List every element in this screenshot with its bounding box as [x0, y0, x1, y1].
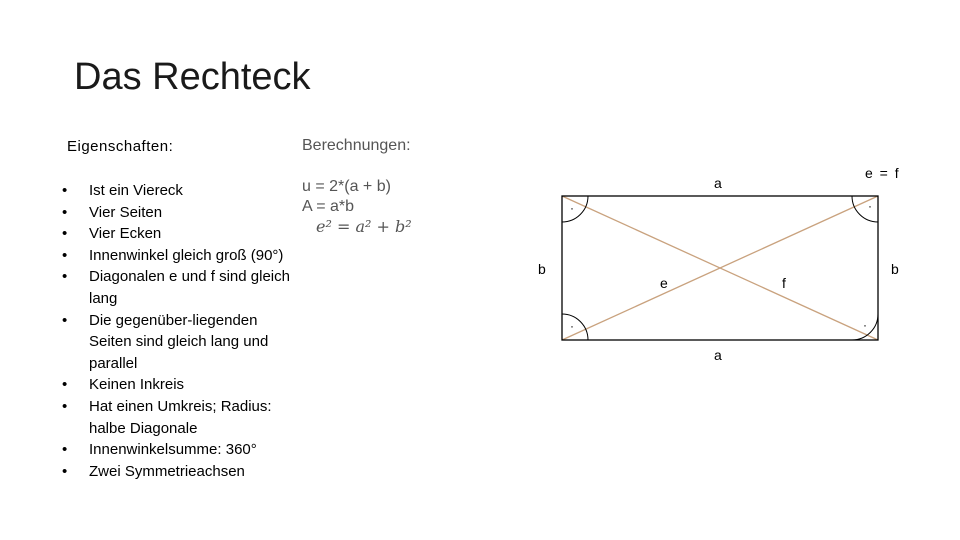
calculations-heading: Berechnungen:	[302, 137, 411, 154]
properties-list	[62, 180, 294, 482]
label-diagonal-relation: e = f	[865, 165, 899, 181]
area-formula: A = a*b	[302, 198, 355, 215]
property-item: • Innenwinkelsumme: 360°	[62, 439, 294, 461]
property-item: • Innenwinkel gleich groß (90°)	[62, 245, 294, 267]
angle-arc-bottom-left	[562, 314, 588, 340]
angle-arc-top-right	[852, 196, 878, 222]
property-item: • Ist ein Viereck	[62, 180, 294, 202]
properties-heading: Eigenschaften:	[67, 138, 174, 155]
label-left-side: b	[538, 261, 546, 277]
property-item: • Vier Ecken	[62, 223, 294, 245]
slide-title: Das Rechteck	[74, 56, 311, 98]
rectangle-diagram	[520, 160, 900, 363]
property-item: • Diagonalen e und f sind gleich lang	[62, 266, 294, 309]
label-right-side: b	[891, 261, 899, 277]
corner-dot-top-left: ·	[570, 201, 574, 215]
rectangle-figure	[520, 160, 900, 360]
calculations-block	[302, 137, 412, 237]
property-item: • Keinen Inkreis	[62, 374, 294, 396]
corner-dot-bottom-left: ·	[570, 319, 574, 333]
angle-arc-top-left	[562, 196, 588, 222]
perimeter-formula: u = 2*(a + b)	[302, 178, 391, 195]
property-item: • Zwei Symmetrieachsen	[62, 461, 294, 483]
label-diagonal-f: f	[782, 275, 786, 291]
corner-dot-bottom-right: ·	[863, 318, 867, 332]
diagonal-formula: e² = a² + b²	[316, 217, 412, 236]
property-item: • Hat einen Umkreis; Radius: halbe Diagonale	[62, 396, 294, 439]
label-diagonal-e: e	[660, 275, 668, 291]
label-top-side: a	[714, 175, 722, 191]
property-item: • Vier Seiten	[62, 202, 294, 224]
label-bottom-side: a	[714, 347, 722, 363]
property-item: • Die gegenüber-liegenden Seiten sind gleich lang und parallel	[62, 310, 294, 375]
corner-dot-top-right: ·	[868, 199, 872, 213]
